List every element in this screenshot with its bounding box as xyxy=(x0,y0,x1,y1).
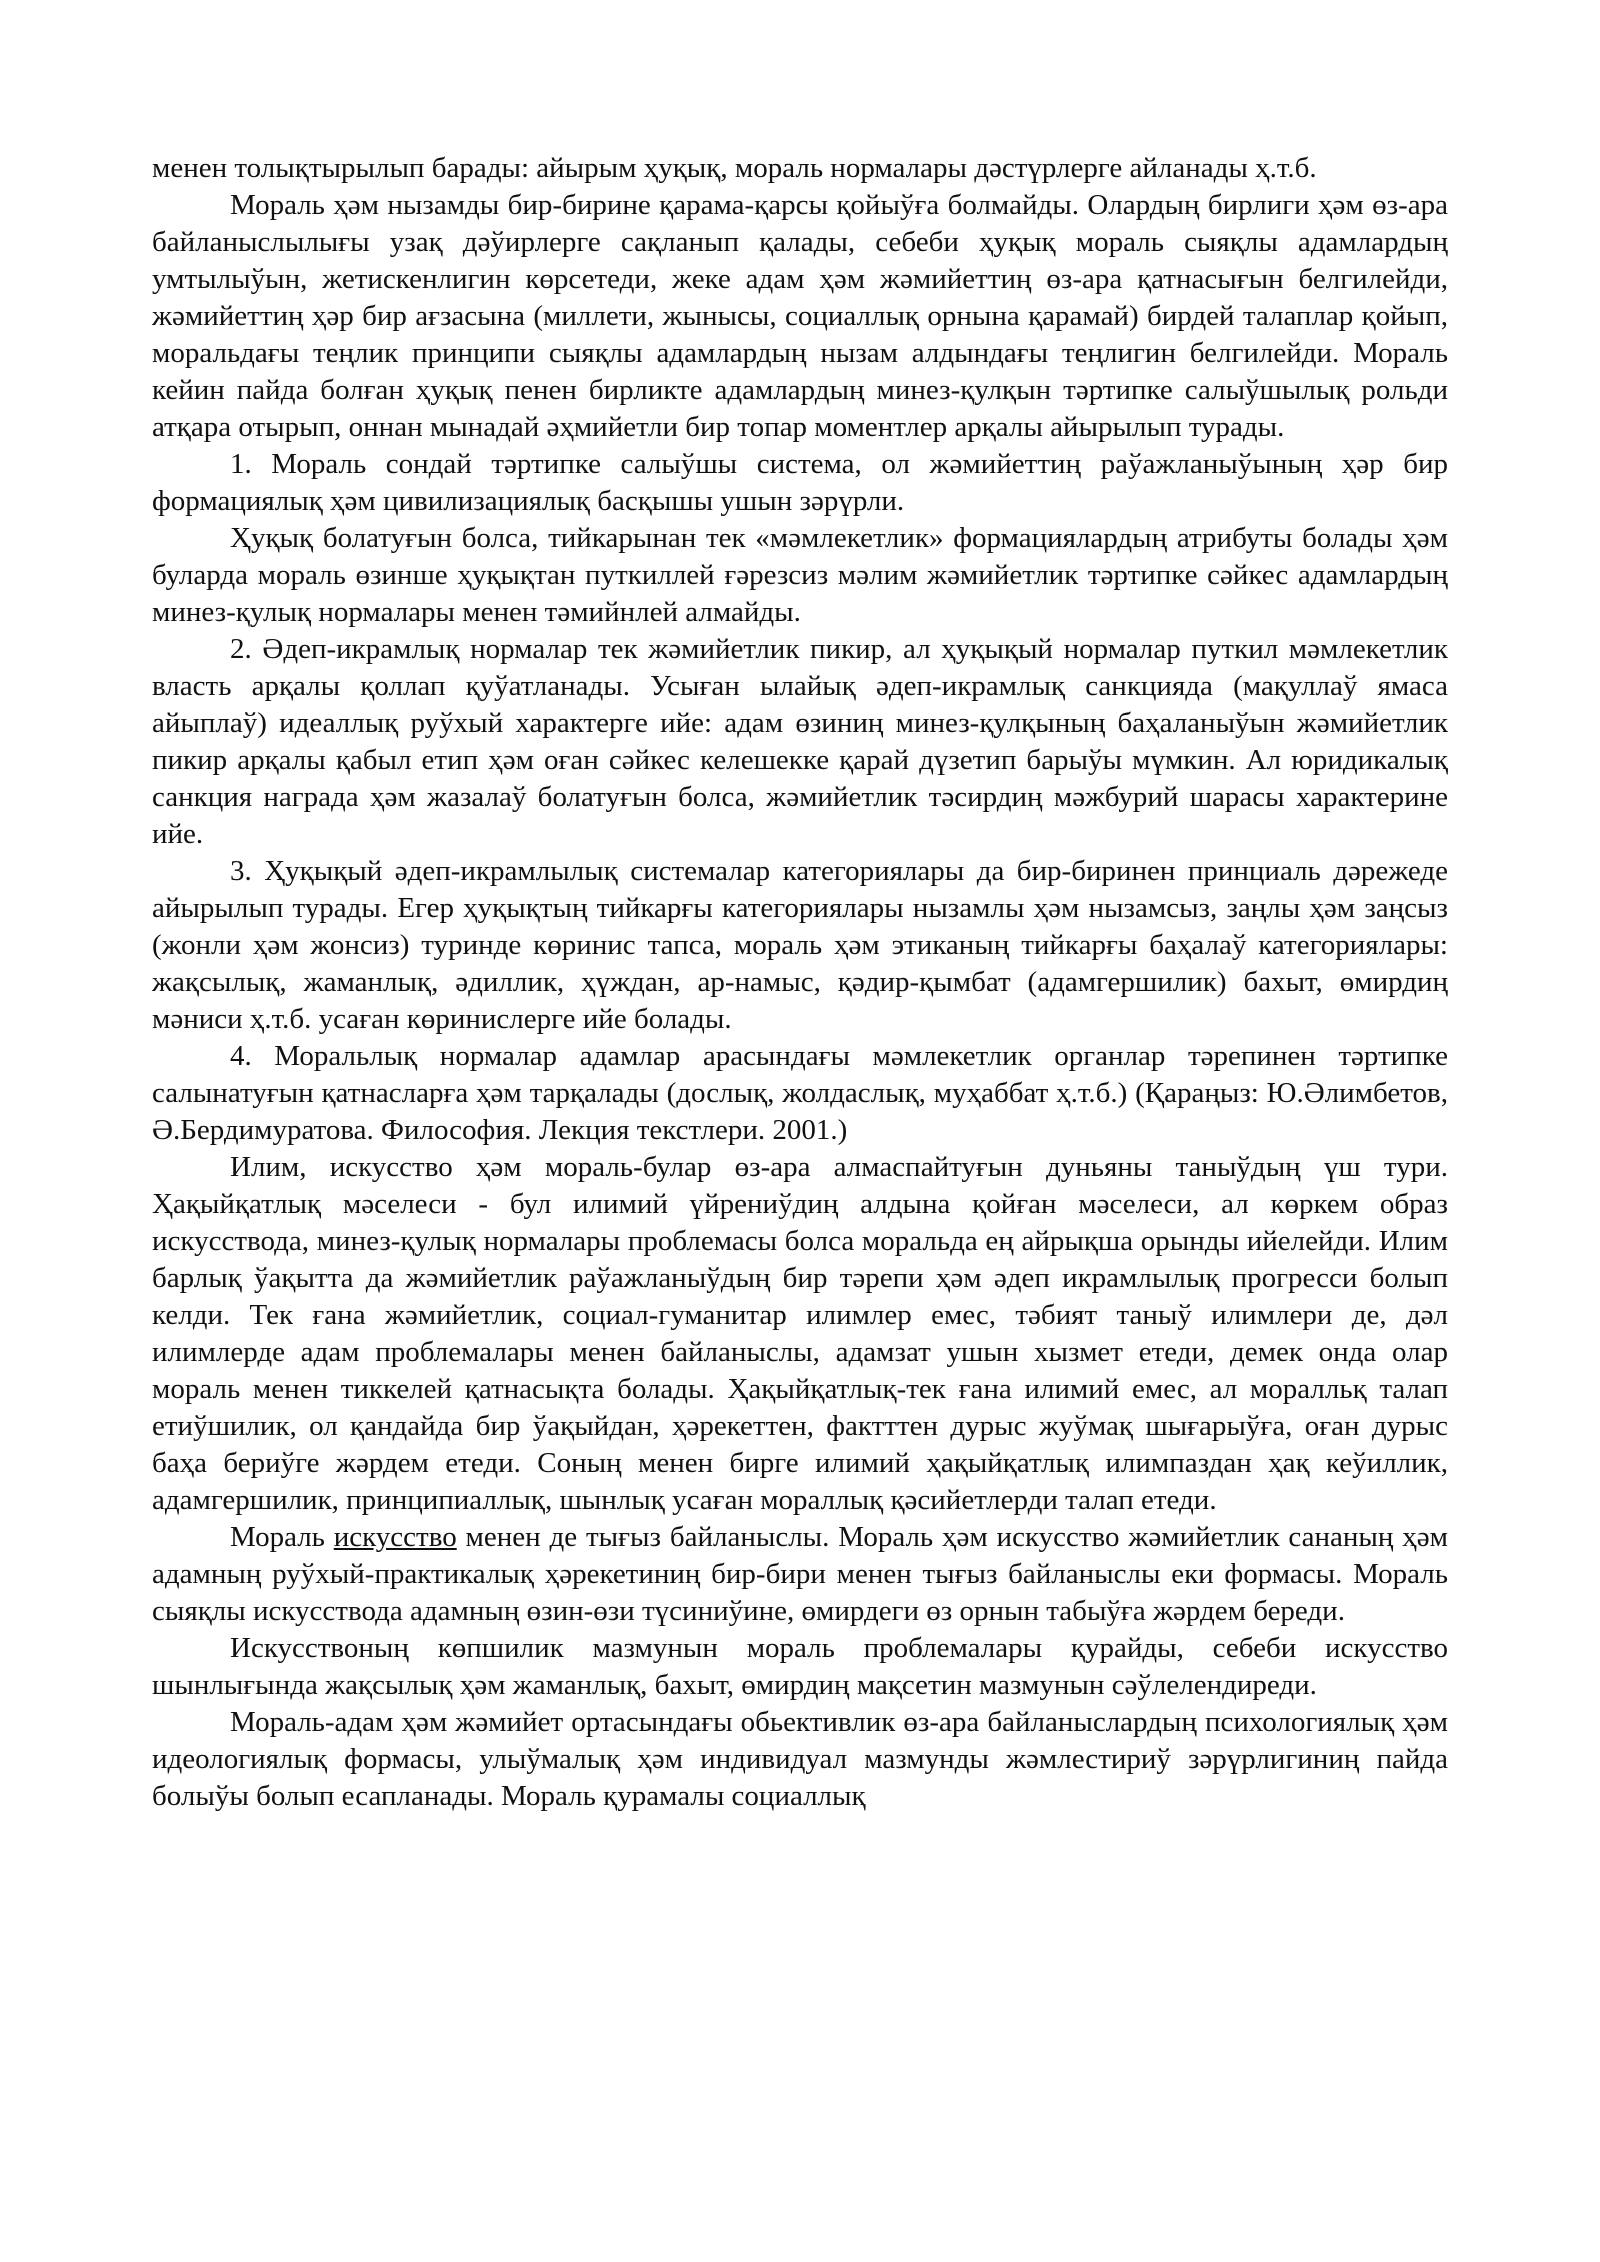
paragraph-point-1: 1. Мораль сондай тәртипке салыўшы система, ол жәмийеттиң раўажланыўының ҳәр бир формациялық ҳәм цивилизациялық басқышы ушын зәрүрли. xyxy=(152,448,1448,517)
paragraph-morality-and-art xyxy=(152,1519,1448,1630)
paragraph-text-after: менен де тығыз байланыслы. Мораль ҳәм искусство жәмийетлик сананың ҳәм адамның руўхый-практикалық ҳәрекетиниң бир-бири менен тығыз байланыслы еки формасы. Мораль сыяқлы искусствода адамның өзин-өзи түсиниўине, өмирдеги өз орнын табыўға жәрдем береди. xyxy=(152,1521,1448,1627)
paragraph-law-statehood: Ҳуқық болатуғын болса, тийкарынан тек «мәмлекетлик» формациялардың атрибуты болады ҳәм буларда мораль өзинше ҳуқықтан путкиллей ғәрезсиз мәлим жәмийетлик тәртипке сәйкес адамлардың минез-қулық нормалары менен тәмийнлей алмайды. xyxy=(152,522,1448,628)
paragraph-text-before: Мораль xyxy=(230,1521,334,1553)
paragraph-point-3: 3. Ҳуқықый әдеп-икрамлылық системалар категориялары да бир-биринен принциаль дәрежеде айырылып турады. Егер ҳуқықтың тийкарғы категориялары нызамлы ҳәм нызамсыз, заңлы ҳәм заңсыз (жонли ҳәм жонсиз) туринде көринис тапса, мораль ҳәм этиканың тийкарғы баҳалаў категориялары: жақсылық, жаманлық, әдиллик, ҳүждан, ар-намыс, қәдир-қымбат (адамгершилик) бахыт, өмирдиң мәниси ҳ.т.б. усаған көринислерге ийе болады. xyxy=(152,855,1448,1035)
paragraph-continuation: менен толықтырылып барады: айырым ҳуқық, мораль нормалары дәстүрлерге айланады ҳ.т.б. xyxy=(152,152,1317,184)
document-page xyxy=(152,150,1448,1815)
paragraph-point-4: 4. Моральлық нормалар адамлар арасындағы мәмлекетлик органлар тәрепинен тәртипке салынатуғын қатнасларға ҳәм тарқалады (дослық, жолдаслық, муҳаббат ҳ.т.б.) (Қараңыз: Ю.Әлимбетов, Ә.Бердимуратова. Философия. Лекция текстлери. 2001.) xyxy=(152,1040,1448,1146)
underlined-word-link[interactable]: искусство xyxy=(333,1521,457,1553)
paragraph-art-content: Искусствоның көпшилик мазмунын мораль проблемалары қурайды, себеби искусство шынлығында жақсылық ҳәм жаманлық, бахыт, өмирдиң мақсетин мазмунын сәўлелендиреди. xyxy=(152,1632,1448,1701)
paragraph-point-2: 2. Әдеп-икрамлық нормалар тек жәмийетлик пикир, ал ҳуқықый нормалар путкил мәмлекетлик власть арқалы қоллап қуўатланады. Усыған ылайық әдеп-икрамлық санкцияда (мақуллаў ямаса айыплаў) идеаллық руўхый характерге ийе: адам өзиниң минез-қулқының баҳаланыўын жәмийетлик пикир арқалы қабыл етип ҳәм оған сәйкес келешекке қарай дүзетип барыўы мүмкин. Ал юридикалық санкция награда ҳәм жазалаў болатуғын болса, жәмийетлик тәсирдиң мәжбурий шарасы характерине ийе. xyxy=(152,633,1448,850)
paragraph-science-art-morality: Илим, искусство ҳәм мораль-булар өз-ара алмаспайтуғын дуньяны таныўдың үш тури. Ҳақыйқатлық мәселеси - бул илимий үйрениўдиң алдына қойған мәселеси, ал көркем образ искусствода, минез-қулық нормалары проблемасы болса моральда ең айрықша орынды ийелейди. Илим барлық ўақытта да жәмийетлик раўажланыўдың бир тәрепи ҳәм әдеп икрамлылық прогресси болып келди. Тек ғана жәмийетлик, социал-гуманитар илимлер емес, тәбият таныў илимлери де, дәл илимлерде адам проблемалары менен байланыслы, адамзат ушын хызмет етеди, демек онда олар мораль менен тиккелей қатнасықта болады. Ҳақыйқатлық-тек ғана илимий емес, ал моралльқ талап етиўшилик, ол қандайда бир ўақыйдан, ҳәрекеттен, фактттен дурыс жуўмақ шығарыўға, оған дурыс баҳа бериўге жәрдем етеди. Соның менен бирге илимий ҳақыйқатлық илимпаздан ҳақ кеўиллик, адамгершилик, принципиаллық, шынлық усаған мораллық қәсийетлерди талап етеди. xyxy=(152,1151,1448,1516)
paragraph-morality-definition: Мораль-адам ҳәм жәмийет ортасындағы обьективлик өз-ара байланыслардың психологиялық ҳәм идеологиялық формасы, улыўмалық ҳәм индивидуал мазмунды жәмлестириў зәрүрлигиниң пайда болыўы болып есапланады. Мораль қурамалы социаллық xyxy=(152,1706,1448,1812)
paragraph-morality-and-law: Мораль ҳәм нызамды бир-бирине қарама-қарсы қойыўға болмайды. Олардың бирлиги ҳәм өз-ара байланыслылығы узақ дәўирлерге сақланып қалады, себеби ҳуқық мораль сыяқлы адамлардың умтылыўын, жетискенлигин көрсетеди, жеке адам ҳәм жәмийеттиң өз-ара қатнасығын белгилейди, жәмийеттиң ҳәр бир ағзасына (миллети, жынысы, социаллық орнына қарамай) бирдей талаплар қойып, моральдағы теңлик принципи сыяқлы адамлардың нызам алдындағы теңлигин белгилейди. Мораль кейин пайда болған ҳуқық пенен бирликте адамлардың минез-қулқын тәртипке салыўшылық рольди атқара отырып, оннан мынадай әҳмийетли бир топар моментлер арқалы айырылып турады. xyxy=(152,189,1448,443)
